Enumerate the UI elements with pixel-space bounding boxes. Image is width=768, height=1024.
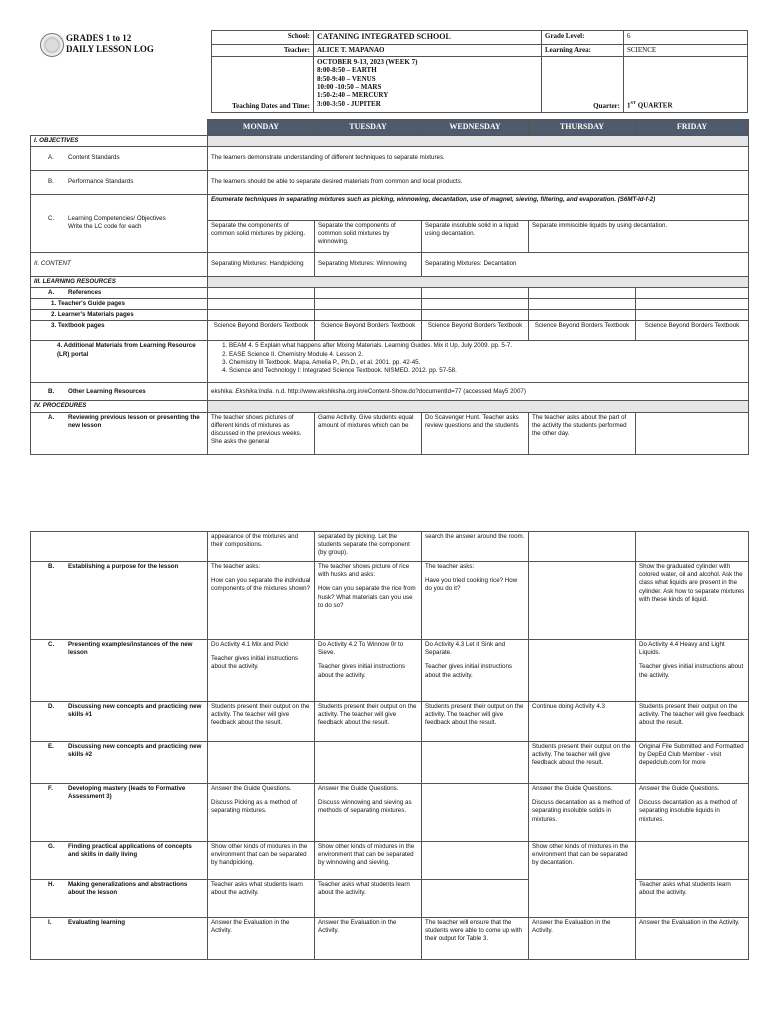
apply-monday: Show other kinds of mixtures in the environment that can be separated by handpicking. xyxy=(208,842,315,880)
presenting-thursday xyxy=(529,640,636,702)
day-monday: MONDAY xyxy=(208,120,315,136)
presenting-label xyxy=(31,640,208,702)
cont-tuesday: separated by picking. Let the students separate the component (by group). xyxy=(315,532,422,562)
discuss2-friday: Original File Submitted and Formatted by DepEd Club Member - visit depedclub.com for more xyxy=(636,742,749,784)
tg-mon xyxy=(208,299,315,310)
quarter-value xyxy=(624,56,748,112)
additional-material-item: 3. Chemistry III Textbook. Mapa, Amelia P., Ph.D., et al. 2001. pp. 42-45. xyxy=(229,359,745,367)
eval-thursday: Answer the Evaluation in the Activity. xyxy=(529,918,636,960)
letter-b-purpose: B. xyxy=(48,563,55,570)
additional-material-item: 2. EASE Science II. Chemistry Module 4. Lesson 2. xyxy=(229,351,745,359)
teacher-value: ALICE T. MAPANAO xyxy=(314,44,542,56)
textbook-tuesday: Science Beyond Borders Textbook xyxy=(315,321,422,341)
section-learning-resources: III. LEARNING RESOURCES xyxy=(31,276,208,287)
purpose-wed-1: The teacher asks: xyxy=(425,563,475,570)
quarter-label: Quarter: xyxy=(542,56,624,112)
generalizations-label xyxy=(31,880,208,918)
discuss1-monday: Students present their output on the activity. The teacher will give feedback about the result. xyxy=(208,702,315,742)
apply-thursday: Show other kinds of mixtures in the environment that can be separated by decantation. xyxy=(529,842,636,918)
lc-wednesday: Separate insoluble solid in a liquid using decantation. xyxy=(422,220,529,252)
present-mon-1: Do Activity 4.1 Mix and Pick! xyxy=(211,641,289,648)
review-friday xyxy=(636,412,749,454)
learning-competencies-label xyxy=(31,194,208,252)
ref-thu xyxy=(529,287,636,298)
review-monday: The teacher shows pictures of different kinds of mixtures as discussed in the previous weeks. She asks the general xyxy=(208,412,315,454)
section-procedures: IV. PROCEDURES xyxy=(31,401,208,412)
additional-material-item: 4. Science and Technology I: Integrated Science Textbook. NISMED. 2012. pp. 57-58. xyxy=(229,367,745,375)
discuss2-thursday: Students present their output on the activity. The teacher will give feedback about the result. xyxy=(529,742,636,784)
dates-value xyxy=(314,56,542,112)
review-wednesday: Do Scavenger Hunt. Teacher asks review questions and the students xyxy=(422,412,529,454)
learners-materials-label: 2. Learner's Materials pages xyxy=(31,310,208,321)
general-monday: Teacher asks what students learn about the activity. xyxy=(208,880,315,918)
additional-material-item: 1. BEAM 4. 5 Explain what happens after Mixing Materials. Learning Guides. Mix it Up. July 2009. pp. 5-7. xyxy=(229,342,745,350)
present-mon-2: Teacher gives initial instructions about the activity. xyxy=(211,655,299,671)
deped-seal-icon xyxy=(40,33,64,57)
lc-tuesday: Separate the components of common solid mixtures by winnowing. xyxy=(315,220,422,252)
school-label: School: xyxy=(212,31,314,45)
content-standards-value: The learners demonstrate understanding of different techniques to separate mixtures. xyxy=(208,146,749,170)
header-table xyxy=(211,30,748,113)
purpose-friday xyxy=(636,562,749,640)
other-res-b: Ekshika:India xyxy=(235,387,273,395)
time-earth: 8:00-8:50 – EARTH xyxy=(317,66,377,75)
apply-friday xyxy=(636,842,749,880)
letter-c: C. xyxy=(48,215,55,223)
purpose-wed-2: Have you tried cooking rice? How do you do it? xyxy=(425,577,518,593)
review-tuesday-text: Game Activity. Give students equal amount of mixtures which can be xyxy=(318,413,414,429)
content-tuesday: Separating Mixtures: Winnowing xyxy=(315,252,422,276)
purpose-fri-1: Show the graduated cylinder with colored water, oil and alcohol. Ask the class what liquids are present in the cylinder. Ask how to separate mixtures with these kinds of liquid. xyxy=(639,563,745,603)
day-tuesday: TUESDAY xyxy=(315,120,422,136)
lc-write-code: Write the LC code for each xyxy=(68,223,142,231)
quarter-rest: QUARTER xyxy=(636,101,673,110)
purpose-thursday xyxy=(529,562,636,640)
eval-friday: Answer the Evaluation in the Activity. xyxy=(636,918,749,960)
content-monday: Separating Mixtures: Handpicking xyxy=(208,252,315,276)
letter-d: D. xyxy=(48,703,55,710)
time-mars: 10:00 -10:50 – MARS xyxy=(317,82,382,91)
purpose-tue-2: How can you separate the rice from husk? What materials can you use to do so? xyxy=(318,585,416,609)
eval-tuesday: Answer the Evaluation in the Activity. xyxy=(315,918,422,960)
tg-thu xyxy=(529,299,636,310)
eval-monday: Answer the Evaluation in the Activity. xyxy=(208,918,315,960)
time-venus: 8:50-9:40 – VENUS xyxy=(317,74,376,83)
discuss2-tuesday xyxy=(315,742,422,784)
letter-b: B. xyxy=(48,178,54,186)
cont-thursday xyxy=(529,532,636,562)
discuss1-thursday: Continue doing Activity 4.3 xyxy=(529,702,636,742)
lm-fri xyxy=(636,310,749,321)
area-value: SCIENCE xyxy=(624,44,748,56)
lc-thursday-friday: Separate immiscible liquids by using decantation. xyxy=(529,220,749,252)
mastery-mon-1: Answer the Guide Questions. xyxy=(211,785,292,792)
discussing-2-label xyxy=(31,742,208,784)
present-fri-1: Do Activity 4.4 Heavy and Light Liquids. xyxy=(639,641,725,657)
evaluating-label xyxy=(31,918,208,960)
presenting-friday xyxy=(636,640,749,702)
mastery-wednesday xyxy=(422,784,529,842)
mastery-friday xyxy=(636,784,749,842)
textbook-pages-label: 3. Textbook pages xyxy=(31,321,208,341)
grade-label: Grade Level: xyxy=(542,31,624,45)
discuss1-tuesday: Students present their output on the activity. The teacher will give feedback about the result. xyxy=(315,702,422,742)
general-friday: Teacher asks what students learn about the activity. xyxy=(636,880,749,918)
lesson-table-page2 xyxy=(30,531,749,960)
other-resources-value xyxy=(208,383,749,401)
mastery-fri-1: Answer the Guide Questions. xyxy=(639,785,720,792)
purpose-text: Establishing a purpose for the lesson xyxy=(68,563,179,570)
ref-tue xyxy=(315,287,422,298)
quarter-num: 1 xyxy=(627,101,631,110)
tg-fri xyxy=(636,299,749,310)
presenting-tuesday xyxy=(315,640,422,702)
teacher-label: Teacher: xyxy=(212,44,314,56)
present-fri-2: Teacher gives initial instructions about the activity. xyxy=(639,663,744,679)
learning-competencies-value: Enumerate techniques in separating mixtures such as picking, winnowing, decantation, use of magnet, sieving, filtering, and evaporation. (S6MT-Id-f-2) xyxy=(208,194,749,220)
day-thursday: THURSDAY xyxy=(529,120,636,136)
letter-c-present: C. xyxy=(48,641,55,648)
presenting-monday xyxy=(208,640,315,702)
blank-corner xyxy=(31,120,208,136)
other-res-a: ekshika. xyxy=(211,387,236,395)
lm-thu xyxy=(529,310,636,321)
mastery-text: Developing mastery (leads to Formative Assessment 3) xyxy=(68,785,186,801)
other-resources-label xyxy=(31,383,208,401)
discussing-2-text: Discussing new concepts and practicing new skills #2 xyxy=(68,743,202,759)
cont-monday: appearance of the mixtures and their compositions. xyxy=(208,532,315,562)
objectives-shade xyxy=(208,135,749,146)
lc-text: Learning Competencies/ Objectives xyxy=(68,215,166,223)
letter-a: A. xyxy=(48,154,54,162)
additional-materials-list xyxy=(208,341,749,383)
mastery-mon-2: Discuss Picking as a method of separating mixtures. xyxy=(211,799,297,815)
discussing-1-text: Discussing new concepts and practicing new skills #1 xyxy=(68,703,202,719)
grade-value: 6 xyxy=(624,31,748,45)
performance-standards-text: Performance Standards xyxy=(68,178,134,186)
ref-wed xyxy=(422,287,529,298)
general-wednesday xyxy=(422,880,529,918)
lm-tue xyxy=(315,310,422,321)
apply-wednesday xyxy=(422,842,529,880)
letter-b-other: B. xyxy=(48,387,55,395)
other-res-c: . n.d. http://www.ekshiksha.org.in/eContent-Show.do?documentId=77 (accessed May5 2007) xyxy=(272,387,526,395)
cont-friday xyxy=(636,532,749,562)
generalizations-text: Making generalizations and abstractions about the lesson xyxy=(68,881,188,897)
tg-wed xyxy=(422,299,529,310)
title-dll: DAILY LESSON LOG xyxy=(66,44,154,55)
mastery-tue-1: Answer the Guide Questions. xyxy=(318,785,399,792)
section-content: II. CONTENT xyxy=(31,252,208,276)
references-text: References xyxy=(68,288,102,296)
lc-monday: Separate the components of common solid mixtures by picking. xyxy=(208,220,315,252)
presenting-wednesday xyxy=(422,640,529,702)
mastery-fri-2: Discuss decantation as a method of separating insoluble liquids in mixtures. xyxy=(639,799,738,823)
letter-h: H. xyxy=(48,881,55,888)
discussing-1-label xyxy=(31,702,208,742)
quarter-sup: ST xyxy=(630,100,637,106)
ref-mon xyxy=(208,287,315,298)
review-tuesday xyxy=(315,412,422,454)
performance-standards-value: The learners should be able to separate desired materials from common and local products. xyxy=(208,170,749,194)
letter-e: E. xyxy=(48,743,54,750)
date-week: OCTOBER 9-13, 2023 (WEEK 7) xyxy=(317,57,418,66)
references-label xyxy=(31,287,208,298)
review-thursday: The teacher asks about the part of the activity the students performed the other day. xyxy=(529,412,636,454)
mastery-thursday xyxy=(529,784,636,842)
lm-wed xyxy=(422,310,529,321)
applications-text: Finding practical applications of concepts and skills in daily living xyxy=(68,843,192,859)
section-objectives: I. OBJECTIVES xyxy=(31,135,208,146)
content-standards-label xyxy=(31,146,208,170)
mastery-tue-2: Discuss winnowing and sieving as methods of separating mixtures. xyxy=(318,799,412,815)
mastery-thu-2: Discuss decantation as a method of separating insoluble solids in mixtures. xyxy=(532,799,631,823)
day-wednesday: WEDNESDAY xyxy=(422,120,529,136)
mastery-thu-1: Answer the Guide Questions. xyxy=(532,785,613,792)
mastery-tuesday xyxy=(315,784,422,842)
lm-mon xyxy=(208,310,315,321)
additional-materials-label: 4. Additional Materials from Learning Resource (LR) portal xyxy=(31,341,208,383)
purpose-tue-1: The teacher shows picture of rice with husks and asks: xyxy=(318,563,410,579)
textbook-monday: Science Beyond Borders Textbook xyxy=(208,321,315,341)
title-grades: GRADES 1 to 12 xyxy=(66,33,132,43)
time-jupiter: 3:00-3:50 - JUPITER xyxy=(317,99,381,108)
discuss1-friday: Students present their output on the activity. The teacher will give feedback about the result. xyxy=(636,702,749,742)
content-wednesday: Separating Mixtures: Decantation xyxy=(422,252,749,276)
purpose-monday xyxy=(208,562,315,640)
purpose-mon-1: The teacher asks: xyxy=(211,563,261,570)
textbook-thursday: Science Beyond Borders Textbook xyxy=(529,321,636,341)
presenting-text: Presenting examples/instances of the new lesson xyxy=(68,641,193,657)
eval-wednesday: The teacher will ensure that the students were able to come up with their output for Table 3. xyxy=(422,918,529,960)
school-value: CATANING INTEGRATED SCHOOL xyxy=(314,31,542,45)
document-title xyxy=(66,33,154,56)
mastery-monday xyxy=(208,784,315,842)
purpose-tuesday xyxy=(315,562,422,640)
applications-label xyxy=(31,842,208,880)
mastery-label xyxy=(31,784,208,842)
present-tue-2: Teacher gives initial instructions about the activity. xyxy=(318,663,406,679)
letter-a-rev: A. xyxy=(48,413,55,421)
purpose-mon-2: How can you separate the individual components of the mixtures shown? xyxy=(211,577,311,593)
teachers-guide-label: 1. Teacher's Guide pages xyxy=(31,299,208,310)
letter-i: I. xyxy=(48,919,52,926)
area-label: Learning Area: xyxy=(542,44,624,56)
general-tuesday: Teacher asks what students learn about the activity. xyxy=(315,880,422,918)
dates-label: Teaching Dates and Time: xyxy=(212,56,314,112)
discuss2-monday xyxy=(208,742,315,784)
letter-f: F. xyxy=(48,785,53,792)
textbook-friday: Science Beyond Borders Textbook xyxy=(636,321,749,341)
present-tue-1: Do Activity 4.2 To Winnow 0r to Sieve. xyxy=(318,641,404,657)
ref-fri xyxy=(636,287,749,298)
discuss1-wednesday: Students present their output on the activity. The teacher will give feedback about the result. xyxy=(422,702,529,742)
time-mercury: 1:50-2:40 – MERCURY xyxy=(317,91,389,100)
content-standards-text: Content Standards xyxy=(68,154,120,162)
present-wed-1: Do Activity 4.3 Let it Sink and Separate. xyxy=(425,641,506,657)
performance-standards-label xyxy=(31,170,208,194)
cont-wednesday: search the answer around the room. xyxy=(422,532,529,562)
lesson-table-page1 xyxy=(30,119,749,455)
apply-tuesday: Show other kinds of mixtures in the environment that can be separated by winnowing and sieving. xyxy=(315,842,422,880)
other-resources-text: Other Learning Resources xyxy=(68,387,146,395)
evaluating-text: Evaluating learning xyxy=(68,919,126,926)
reviewing-text: Reviewing previous lesson or presenting the new lesson xyxy=(68,413,200,429)
discuss2-wednesday xyxy=(422,742,529,784)
letter-a-ref: A. xyxy=(48,288,55,296)
resources-shade xyxy=(208,276,749,287)
day-friday: FRIDAY xyxy=(636,120,749,136)
procedures-shade xyxy=(208,401,749,412)
present-wed-2: Teacher gives initial instructions about the activity. xyxy=(425,663,513,679)
textbook-wednesday: Science Beyond Borders Textbook xyxy=(422,321,529,341)
purpose-label xyxy=(31,562,208,640)
letter-g: G. xyxy=(48,843,55,850)
tg-tue xyxy=(315,299,422,310)
purpose-wednesday xyxy=(422,562,529,640)
reviewing-label xyxy=(31,412,208,454)
continued-label xyxy=(31,532,208,562)
